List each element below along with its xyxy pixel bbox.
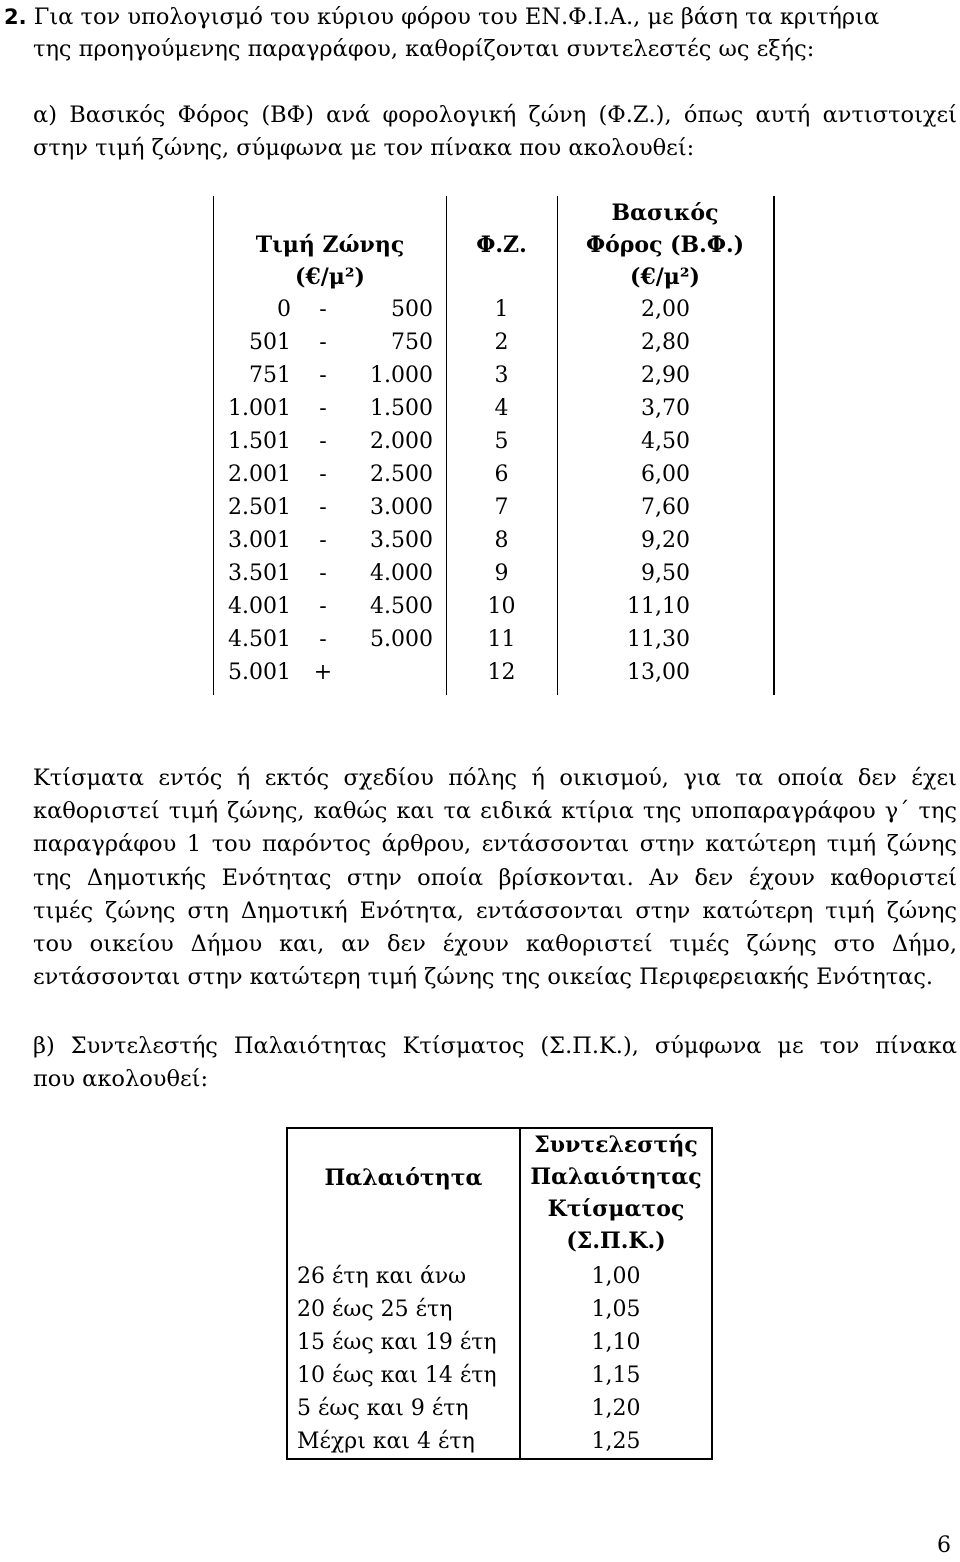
body-paragraph — [33, 762, 957, 994]
zone-separator-cell: - — [319, 594, 327, 619]
age-cell: 10 έως και 14 έτη — [297, 1363, 497, 1388]
heading-line-1: Για τον υπολογισμό του κύριου φόρου του ΕΝ.Φ.Ι.Α., με βάση τα κριτήρια — [33, 4, 880, 30]
zone-separator-cell: - — [319, 495, 327, 520]
zone-to-cell: 4.500 — [370, 594, 433, 619]
basic-tax-cell: 2,90 — [641, 363, 690, 388]
fz-cell: 9 — [494, 561, 509, 586]
zone-from-cell: 1.001 — [228, 396, 291, 421]
zone-from-cell: 2.001 — [228, 462, 291, 487]
section-a-text — [33, 99, 957, 165]
table-row — [214, 425, 773, 458]
zone-separator-cell: - — [319, 561, 327, 586]
zone-separator-cell: - — [319, 330, 327, 355]
coefficient-cell: 1,10 — [591, 1330, 641, 1355]
zone-separator-cell: + — [313, 660, 333, 685]
fz-cell: 1 — [494, 297, 509, 322]
table-row — [288, 1326, 711, 1359]
basic-tax-cell: 9,20 — [641, 528, 690, 553]
paragraph-line-6: του οικείου Δήμου και, αν δεν έχουν καθοριστεί τιμές ζώνης στο Δήμο, — [33, 931, 957, 958]
fz-cell: 3 — [494, 363, 509, 388]
basic-tax-cell: 6,00 — [641, 462, 690, 487]
header-basic-tax-line-1: Βασικός — [611, 200, 719, 226]
table-row — [288, 1260, 711, 1293]
basic-tax-cell: 9,50 — [641, 561, 690, 586]
basic-tax-cell: 3,70 — [641, 396, 690, 421]
basic-tax-cell: 11,30 — [627, 627, 690, 652]
basic-tax-cell: 13,00 — [627, 660, 690, 685]
zone-from-cell: 4.501 — [228, 627, 291, 652]
zone-to-cell: 3.500 — [370, 528, 433, 553]
coefficient-cell: 1,00 — [591, 1264, 641, 1289]
fz-cell: 2 — [494, 330, 509, 355]
zone-from-cell: 0 — [277, 297, 291, 322]
paragraph-line-2: καθοριστεί τιμή ζώνης, καθώς και τα ειδικά κτίρια της υποπαραγράφου γ΄ της — [33, 798, 957, 825]
fz-cell: 11 — [487, 627, 516, 652]
paragraph-line-3: παραγράφου 1 του παρόντος άρθρου, εντάσσονται στην κατώτερη τιμή ζώνης — [33, 831, 957, 858]
zone-to-cell: 500 — [391, 297, 433, 322]
zone-from-cell: 3.501 — [228, 561, 291, 586]
zone-to-cell: 2.000 — [370, 429, 433, 454]
age-cell: 26 έτη και άνω — [297, 1264, 467, 1289]
paragraph-line-1: Κτίσματα εντός ή εκτός σχεδίου πόλης ή οικισμού, για τα οποία δεν έχει — [33, 765, 957, 791]
section-a-line-2: στην τιμή ζώνης, σύμφωνα με τον πίνακα που ακολουθεί: — [33, 135, 695, 162]
section-a-line-1: α) Βασικός Φόρος (ΒΦ) ανά φορολογική ζώνη (Φ.Ζ.), όπως αυτή αντιστοιχεί — [33, 102, 957, 128]
basic-tax-cell: 2,80 — [641, 330, 690, 355]
fz-cell: 4 — [494, 396, 509, 421]
zone-to-cell: 750 — [391, 330, 433, 355]
zone-to-cell: 4.000 — [370, 561, 433, 586]
table-row — [214, 326, 773, 359]
paragraph-line-7: εντάσσονται στην κατώτερη τιμή ζώνης της οικείας Περιφερειακής Ενότητας. — [33, 964, 934, 991]
zone-tax-table — [213, 196, 775, 695]
fz-cell: 10 — [487, 594, 516, 619]
age-cell: 15 έως και 19 έτη — [297, 1330, 497, 1355]
zone-separator-cell: - — [319, 363, 327, 388]
table-row — [214, 359, 773, 392]
table-row — [288, 1425, 711, 1458]
age-cell: 5 έως και 9 έτη — [297, 1396, 469, 1421]
header-fz-label: Φ.Ζ. — [476, 232, 527, 258]
paragraph-line-4: της Δημοτικής Ενότητας στην οποία βρίσκονται. Αν δεν έχουν καθοριστεί — [33, 864, 957, 891]
header-coefficient-line-4: (Σ.Π.Κ.) — [566, 1228, 666, 1254]
zone-to-cell: 3.000 — [370, 495, 433, 520]
zone-separator-cell: - — [319, 429, 327, 454]
zone-to-cell: 2.500 — [370, 462, 433, 487]
header-coefficient — [521, 1129, 711, 1257]
zone-to-cell: 5.000 — [370, 627, 433, 652]
zone-from-cell: 751 — [249, 363, 291, 388]
header-basic-tax — [557, 197, 773, 293]
page-number: 6 — [937, 1533, 951, 1558]
table-row — [214, 590, 773, 623]
basic-tax-cell: 2,00 — [641, 297, 690, 322]
zone-from-cell: 4.001 — [228, 594, 291, 619]
table-row — [214, 491, 773, 524]
age-cell: 20 έως 25 έτη — [297, 1297, 453, 1322]
zone-from-cell: 3.001 — [228, 528, 291, 553]
table-row — [214, 524, 773, 557]
header-coefficient-line-3: Κτίσματος — [547, 1196, 685, 1222]
zone-from-cell: 5.001 — [228, 660, 291, 685]
table-row — [214, 623, 773, 656]
coefficient-cell: 1,05 — [591, 1297, 641, 1322]
header-basic-tax-line-2: Φόρος (Β.Φ.) — [585, 232, 745, 258]
fz-cell: 5 — [494, 429, 509, 454]
basic-tax-cell: 11,10 — [627, 594, 690, 619]
header-coefficient-line-2: Παλαιότητας — [530, 1164, 702, 1190]
zone-to-cell: 1.500 — [370, 396, 433, 421]
zone-to-cell: 1.000 — [370, 363, 433, 388]
zone-separator-cell: - — [319, 396, 327, 421]
table-row — [214, 293, 773, 326]
table-row — [288, 1293, 711, 1326]
age-coefficient-table — [286, 1127, 713, 1460]
zone-separator-cell: - — [319, 528, 327, 553]
table-row — [288, 1392, 711, 1425]
table-row — [214, 392, 773, 425]
zone-from-cell: 1.501 — [228, 429, 291, 454]
basic-tax-cell: 7,60 — [641, 495, 690, 520]
table-row — [214, 656, 773, 689]
section-b-line-2: που ακολουθεί: — [33, 1066, 209, 1093]
table-row — [214, 557, 773, 590]
zone-from-cell: 2.501 — [228, 495, 291, 520]
fz-cell: 6 — [494, 462, 509, 487]
header-zone-value-line-2: (€/μ²) — [295, 264, 365, 290]
header-zone-value — [214, 229, 446, 293]
coefficient-cell: 1,20 — [591, 1396, 641, 1421]
zone-separator-cell: - — [319, 462, 327, 487]
zone-separator-cell: - — [319, 627, 327, 652]
fz-cell: 8 — [494, 528, 509, 553]
table-row — [214, 458, 773, 491]
fz-cell: 7 — [494, 495, 509, 520]
section-number: 2. — [4, 5, 27, 29]
header-zone-value-line-1: Τιμή Ζώνης — [255, 232, 405, 258]
paragraph-line-5: τιμές ζώνης στη Δημοτική Ενότητα, εντάσσονται στην κατώτερη τιμή ζώνης — [33, 897, 957, 924]
header-age-label: Παλαιότητα — [324, 1165, 483, 1191]
section-b-text — [33, 1030, 957, 1096]
header-basic-tax-line-3: (€/μ²) — [630, 264, 700, 290]
section-b-line-1: β) Συντελεστής Παλαιότητας Κτίσματος (Σ.Π.Κ.), σύμφωνα με τον πίνακα — [33, 1033, 957, 1059]
fz-cell: 12 — [487, 660, 516, 685]
header-coefficient-line-1: Συντελεστής — [534, 1132, 698, 1158]
coefficient-cell: 1,15 — [591, 1363, 641, 1388]
zone-separator-cell: - — [319, 297, 327, 322]
zone-from-cell: 501 — [249, 330, 291, 355]
header-fz — [446, 229, 557, 261]
basic-tax-cell: 4,50 — [641, 429, 690, 454]
section-heading — [4, 1, 944, 65]
header-age — [288, 1162, 519, 1194]
age-cell: Μέχρι και 4 έτη — [297, 1429, 475, 1454]
heading-line-2: της προηγούμενης παραγράφου, καθορίζονται συντελεστές ως εξής: — [33, 36, 815, 62]
coefficient-cell: 1,25 — [591, 1429, 641, 1454]
table-row — [288, 1359, 711, 1392]
